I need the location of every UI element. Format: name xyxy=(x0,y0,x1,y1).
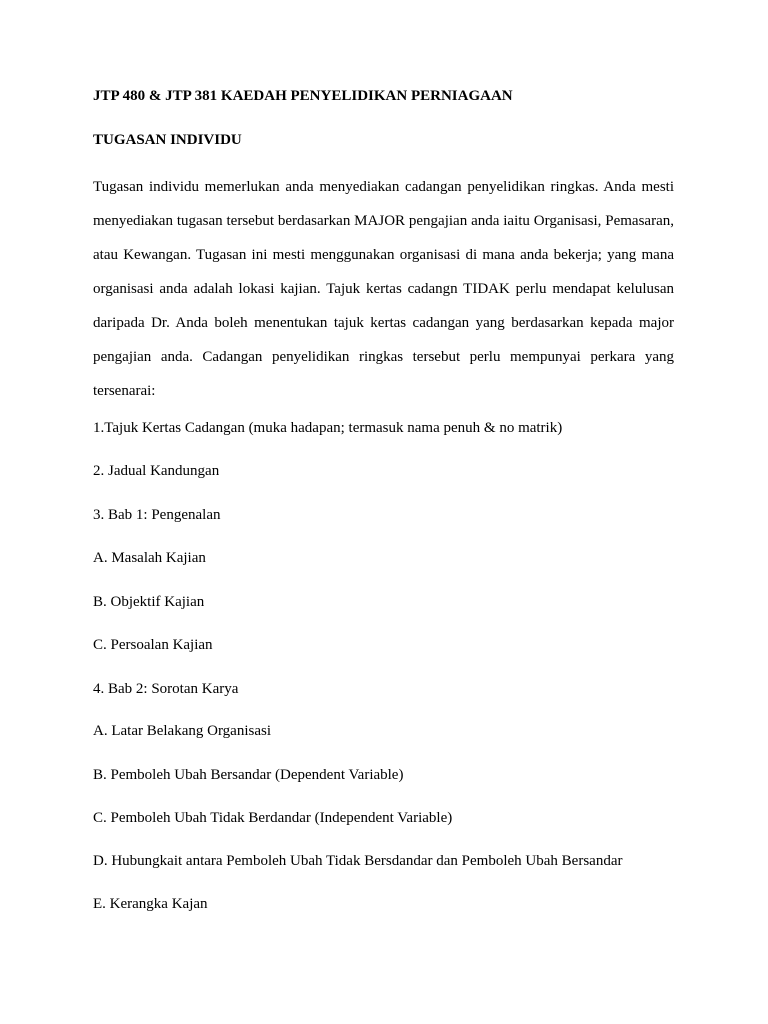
list-item: 4. Bab 2: Sorotan Karya xyxy=(93,681,239,697)
list-item: E. Kerangka Kajan xyxy=(93,896,208,912)
list-item: C. Pemboleh Ubah Tidak Berdandar (Independent Variable) xyxy=(93,810,453,826)
list-item: C. Persoalan Kajian xyxy=(93,637,213,653)
list-item: B. Objektif Kajian xyxy=(93,594,205,610)
list-item: A. Latar Belakang Organisasi xyxy=(93,723,272,739)
list-item: B. Pemboleh Ubah Bersandar (Dependent Variable) xyxy=(93,767,404,783)
list-item: 2. Jadual Kandungan xyxy=(93,463,220,479)
document-title: JTP 480 & JTP 381 KAEDAH PENYELIDIKAN PERNIAGAAN xyxy=(93,88,513,104)
list-item: 1.Tajuk Kertas Cadangan (muka hadapan; termasuk nama penuh & no matrik) xyxy=(93,420,563,436)
document-subtitle: TUGASAN INDIVIDU xyxy=(93,132,242,148)
list-item: 3. Bab 1: Pengenalan xyxy=(93,507,221,523)
list-item: A. Masalah Kajian xyxy=(93,550,206,566)
document-page xyxy=(93,0,674,1024)
intro-paragraph: Tugasan individu memerlukan anda menyediakan cadangan penyelidikan ringkas. Anda mesti menyediakan tugasan tersebut berdasarkan MAJOR pengajian anda iaitu Organisasi, Pemasaran, atau Kewangan. Tugasan ini mesti menggunakan organisasi di mana anda bekerja; yang mana organisasi anda adalah lokasi kajian. Tajuk kertas cadangn TIDAK perlu mendapat kelulusan daripada Dr. Anda boleh menentukan tajuk kertas cadangan yang berdasarkan kepada major pengajian anda. Cadangan penyelidikan ringkas tersebut perlu mempunyai perkara yang tersenarai: xyxy=(93,179,674,399)
list-item: D. Hubungkait antara Pemboleh Ubah Tidak Bersdandar dan Pemboleh Ubah Bersandar xyxy=(93,853,623,869)
